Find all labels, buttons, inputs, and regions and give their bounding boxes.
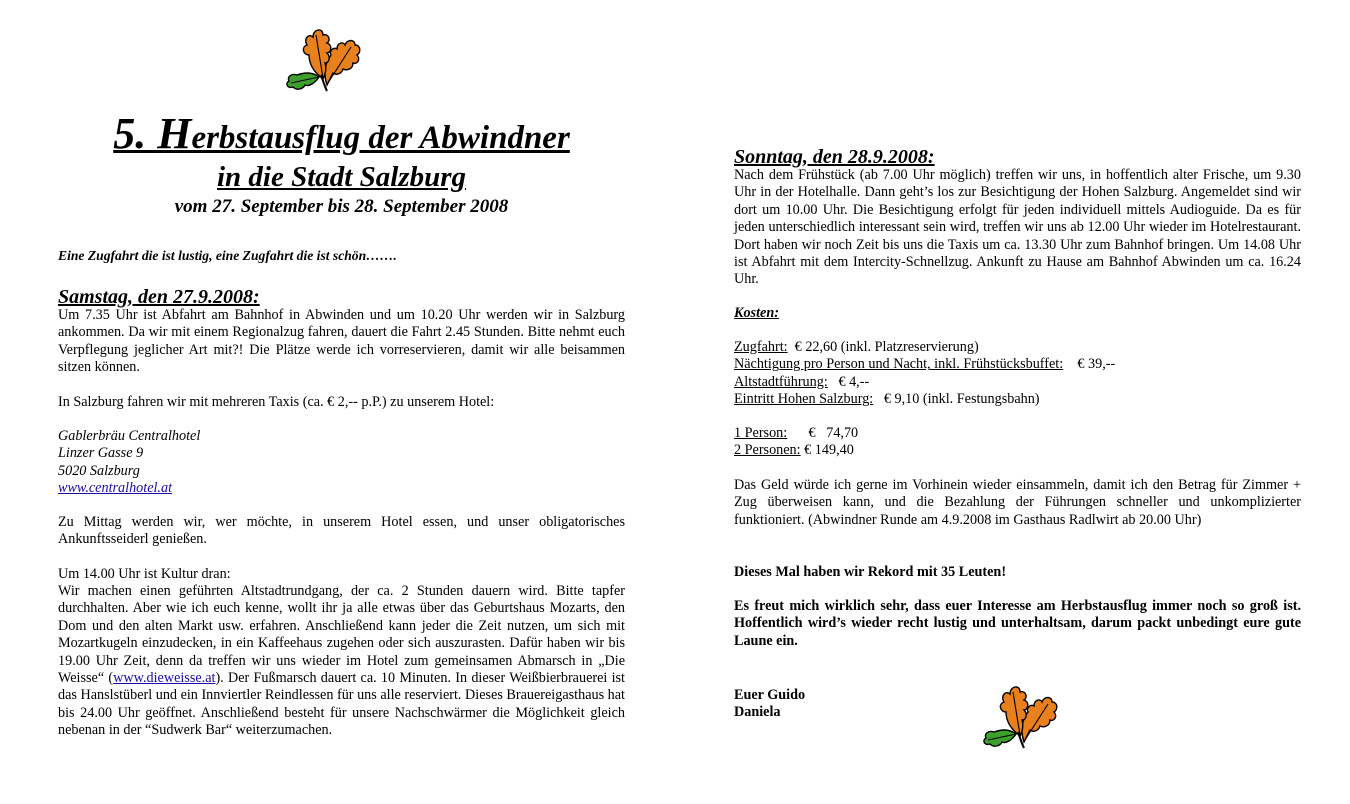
cost-item: Nächtigung pro Person und Nacht, inkl. Frühstücksbuffet: € 39,--: [734, 356, 1116, 373]
hotel-city: 5020 Salzburg: [58, 462, 140, 479]
hotel-street: Linzer Gasse 9: [58, 445, 144, 462]
hotel-name: Gablerbräu Centralhotel: [58, 428, 201, 444]
saturday-para-1: Um 7.35 Uhr ist Abfahrt am Bahnhof in Abwinden und um 10.20 Uhr werden wir in Salzburg ankommen. Da wir mit einem Regionalzug fahren, dauert die Fahrt 2.45 Stunden. Bitte nehmt euch Verpflegung jeglicher Art mit?! Die Plätze werde ich vorreservieren, damit wir alle beisammen sitzen können.: [58, 307, 625, 376]
sunday-para-1: Nach dem Frühstück (ab 7.00 Uhr möglich) treffen wir uns, in hoffentlich alter Frische, um 9.30 Uhr in der Hotelhalle. Dann geht’s los zur Besichtigung der Hohen Salzburg. Angemeldet sind wir dort um 10.00 Uhr. Die Besichtigung erfolgt für jeden individuell mittels Audioguide. Da es für jeden unterschiedlich interessant sein wird, treffen wir uns ab 12.00 Uhr wieder im Hotelrestaurant. Dort haben wir noch Zeit bis uns die Taxis um ca. 13.30 Uhr zum Bahnhof bringen. Um 14.08 Uhr ist Abfahrt mit dem Intercity-Schnellzug. Ankunft zu Hause am Bahnhof Abwinden um ca. 16.24 Uhr.: [734, 167, 1301, 288]
costs-heading: Kosten:: [734, 305, 779, 321]
costs-list: [734, 339, 1301, 409]
total-row: 2 Personen: € 149,40: [734, 442, 854, 459]
sunday-heading: Sonntag, den 28.9.2008:: [734, 146, 935, 168]
cost-item: Zugfahrt: € 22,60 (inkl. Platzreservierung): [734, 339, 979, 355]
saturday-para-2: In Salzburg fahren wir mit mehreren Taxis (ca. € 2,-- p.P.) zu unserem Hotel:: [58, 394, 495, 410]
signature-line-1: Euer Guido: [734, 687, 806, 703]
dieweisse-link[interactable]: www.dieweisse.at: [113, 670, 216, 687]
record-note: Dieses Mal haben wir Rekord mit 35 Leuten!: [734, 564, 1007, 580]
cost-item: Eintritt Hohen Salzburg: € 9,10 (inkl. Festungsbahn): [734, 391, 1040, 408]
hotel-address: [58, 428, 625, 498]
signature-line-2: Daniela: [734, 704, 781, 721]
saturday-heading: Samstag, den 27.9.2008:: [58, 286, 260, 308]
title-line-2: in die Stadt Salzburg: [217, 161, 466, 193]
culture-intro: Um 14.00 Uhr ist Kultur dran:: [58, 566, 231, 582]
cost-totals: [734, 425, 1301, 460]
total-row: 1 Person: € 74,70: [734, 425, 859, 441]
title-line-1: 5. Herbstausflug der Abwindner: [113, 109, 570, 158]
document-title: [58, 0, 625, 230]
saturday-para-3: Zu Mittag werden wir, wer möchte, in unserem Hotel essen, und unser obligatorisches Ankunftsseiderl genießen.: [58, 514, 625, 548]
cost-item: Altstadtführung: € 4,--: [734, 373, 870, 390]
oak-leaves-icon: [980, 680, 1060, 750]
title-date-range: vom 27. September bis 28. September 2008: [174, 196, 509, 217]
culture-paragraph: Wir machen einen geführten Altstadtrundgang, der ca. 2 Stunden dauern wird. Bitte tapfer durchhalten. Aber wie ich euch kenne, wollt ihr ja alle etwas über das Geburtshaus Mozarts, den Dom und den alten Markt usw. erfahren. Anschließend kann jeder die Zeit nutzen, um sich mit Mozartkugeln einzudecken, in ein Kaffeehaus zugehen oder sich auszurasten. Dafür haben wir bis 19.00 Uhr Zeit, denn da treffen wir uns wieder im Hotel zum gemeinsamen Abmarsch in „Die Weisse“ (www.dieweisse.at). Der Fußmarsch dauert ca. 10 Minuten. In dieser Weißbierbrauerei ist das Hanslstüberl und ein Innviertler Reindlessen für uns alle reserviert. Dieses Brauereigasthaus hat bis 24.00 Uhr geöffnet. Anschließend besteht für unsere Nachschwärmer die Möglichkeit gleich nebenan in der “Sudwerk Bar“ weiterzumachen.: [58, 583, 625, 739]
motto: Eine Zugfahrt die ist lustig, eine Zugfahrt die ist schön…….: [58, 248, 397, 263]
money-note: Das Geld würde ich gerne im Vorhinein wieder einsammeln, damit ich den Betrag für Zimmer + Zug überweisen kann, und die Bezahlung der Führungen schneller und unkomplizierter funktioniert. (Abwindner Runde am 4.9.2008 im Gasthaus Radlwirt ab 20.00 Uhr): [734, 477, 1301, 528]
hotel-website-link[interactable]: www.centralhotel.at: [58, 480, 173, 497]
closing-paragraph: Es freut mich wirklich sehr, dass euer Interesse am Herbstausflug immer noch so groß ist. Hoffentlich wird’s wieder recht lustig und unterhaltsam, darum packt unbedingt eure gute Laune ein.: [734, 598, 1301, 649]
